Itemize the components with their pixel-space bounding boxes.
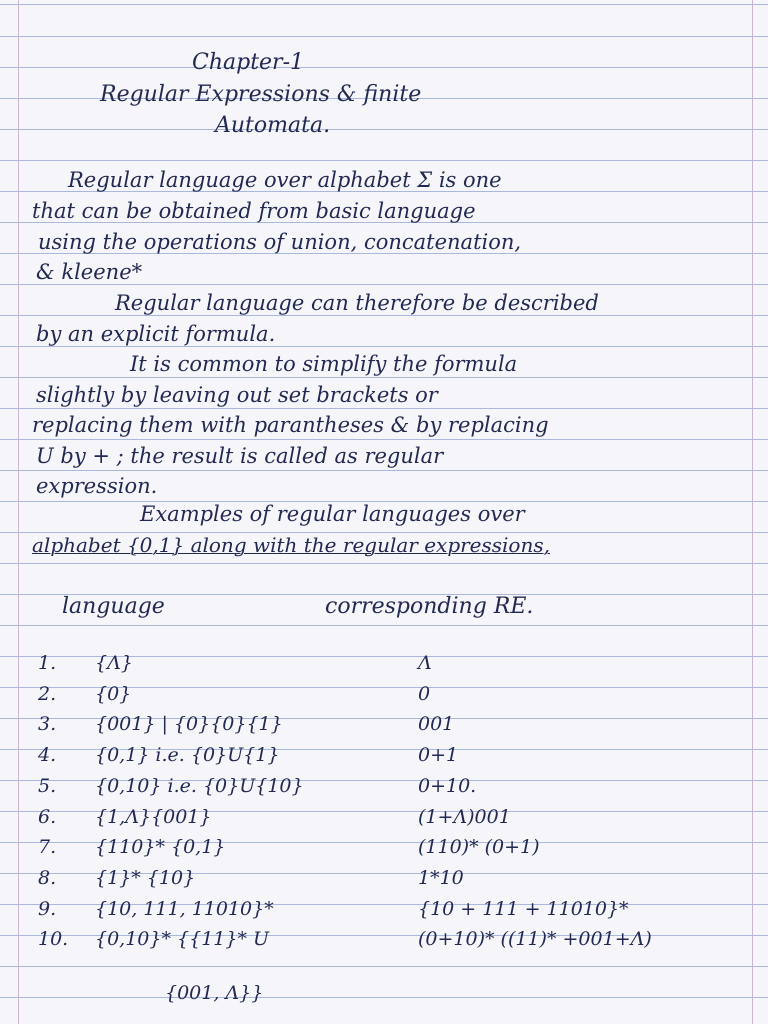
row-language: {Λ}	[95, 652, 133, 674]
row-regular-expression: 0	[418, 682, 431, 705]
paragraph-3-line-1: It is common to simplify the formula	[130, 352, 518, 376]
row-language: {0,10} i.e. {0}U{10}	[95, 774, 304, 797]
row-regular-expression: Λ	[418, 652, 432, 674]
paragraph-3-line-4: U by + ; the result is called as regular	[36, 444, 444, 468]
row-number: 8.	[38, 866, 57, 889]
table-row	[0, 713, 768, 743]
row-regular-expression: (1+Λ)001	[418, 805, 511, 828]
chapter-label: Chapter-1	[192, 50, 305, 75]
row-regular-expression: 0+10.	[418, 774, 477, 797]
row-language: {001} | {0}{0}{1}	[95, 713, 283, 736]
paragraph-2-line-2: by an explicit formula.	[36, 322, 276, 346]
column-header-language: language	[62, 594, 165, 619]
row-number: 9.	[38, 897, 57, 920]
paragraph-2-line-1: Regular language can therefore be described	[115, 291, 599, 315]
chapter-title-line1: Regular Expressions & finite	[100, 82, 422, 107]
table-row	[0, 836, 768, 866]
table-row	[0, 775, 768, 805]
paragraph-3-line-3: replacing them with parantheses & by replacing	[32, 413, 549, 437]
table-row	[0, 806, 768, 836]
table-row	[0, 928, 768, 958]
row-regular-expression: 0+1	[418, 744, 459, 767]
paragraph-4-line-2: alphabet {0,1} along with the regular expressions,	[32, 533, 550, 557]
table-row	[0, 683, 768, 713]
row-number: 5.	[38, 774, 57, 797]
row-regular-expression: (0+10)* ((11)* +001+Λ)	[418, 928, 652, 951]
row-language: {1}* {10}	[95, 866, 196, 889]
paragraph-1-line-1: Regular language over alphabet Σ is one	[68, 168, 502, 192]
row-number: 1.	[38, 652, 57, 674]
row-number: 7.	[38, 836, 57, 859]
row-language: {0,10}* {{11}* U	[95, 928, 270, 951]
row-number: 2.	[38, 682, 57, 705]
paragraph-1-line-3: using the operations of union, concatenation,	[38, 230, 522, 254]
row-number: 6.	[38, 805, 57, 828]
column-header-re: corresponding RE.	[325, 594, 534, 619]
paragraph-4-line-1: Examples of regular languages over	[140, 502, 525, 526]
paragraph-3-line-5: expression.	[36, 474, 158, 498]
table-row	[0, 898, 768, 928]
row-number: 3.	[38, 713, 57, 736]
row-number: 4.	[38, 744, 57, 767]
paragraph-1-line-2: that can be obtained from basic language	[32, 199, 476, 223]
paragraph-1-line-4: & kleene*	[36, 260, 143, 284]
row-regular-expression: {10 + 111 + 11010}*	[418, 897, 629, 920]
table-row	[0, 867, 768, 897]
row-language: {110}* {0,1}	[95, 836, 226, 859]
row-regular-expression: 001	[418, 713, 455, 736]
row-language: {0}	[95, 682, 132, 705]
row-number: 10.	[38, 928, 69, 951]
paragraph-3-line-2: slightly by leaving out set brackets or	[36, 383, 438, 407]
table-row	[0, 744, 768, 774]
row-regular-expression: 1*10	[418, 866, 464, 889]
chapter-title-line2: Automata.	[215, 113, 331, 138]
row-language: {0,1} i.e. {0}U{1}	[95, 744, 280, 767]
row-regular-expression: (110)* (0+1)	[418, 836, 540, 859]
row-10-language-continued: {001, Λ}}	[165, 982, 264, 1004]
row-language: {10, 111, 11010}*	[95, 897, 274, 920]
table-row	[0, 652, 768, 682]
row-language: {1,Λ}{001}	[95, 805, 212, 828]
